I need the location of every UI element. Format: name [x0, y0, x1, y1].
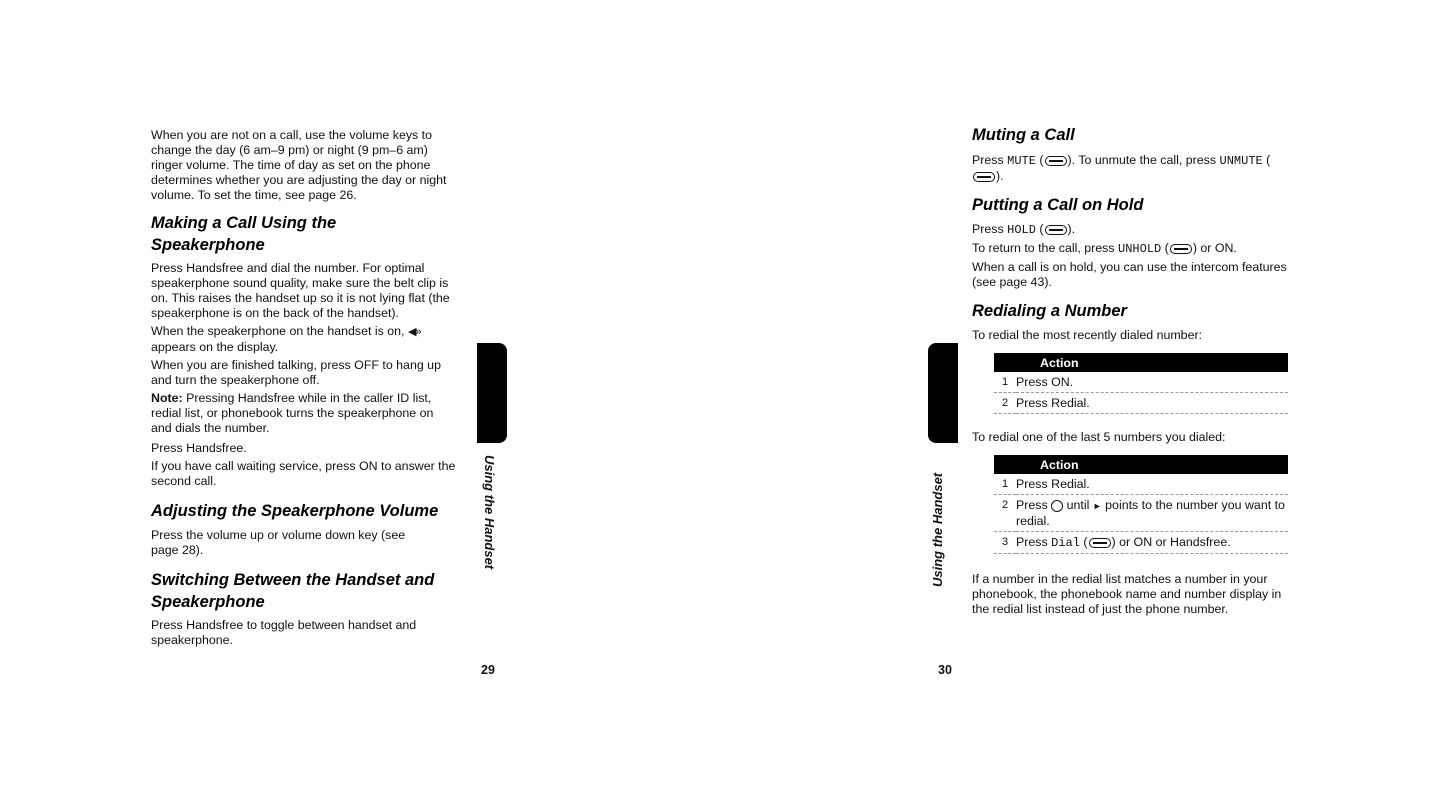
heading-redial: Redialing a Number	[972, 302, 1127, 320]
action-table-2-header: Action	[994, 455, 1288, 474]
table-row: 1 Press Redial.	[994, 474, 1288, 495]
unhold-key: UNHOLD	[1118, 242, 1162, 256]
softkey-icon	[973, 172, 995, 182]
action-table-1-header: Action	[994, 353, 1288, 372]
hold-p1: Press HOLD ( ).	[972, 222, 1076, 237]
table-row: 1 Press ON.	[994, 372, 1288, 393]
heading-hold: Putting a Call on Hold	[972, 196, 1144, 214]
muting-p1: Press MUTE ( ). To unmute the call, press UNMUTE ().	[972, 153, 1271, 183]
page-number-29: 29	[481, 663, 495, 677]
heading-making-call-line1: Making a Call Using the	[151, 214, 337, 232]
making-call-p1: Press Handsfree and dial the number. For optimal speakerphone sound quality, make sure the belt clip is on. This raises the handset up so it is not lying flat (the speakerphone is on the back of the handset).	[151, 261, 450, 320]
heading-adjusting: Adjusting the Speakerphone Volume	[151, 502, 439, 520]
softkey-icon	[1089, 538, 1111, 548]
speakerphone-icon: ◀»	[407, 326, 421, 338]
section-tab-right	[928, 343, 958, 443]
page-number-30: 30	[938, 663, 952, 677]
softkey-icon	[1045, 156, 1067, 166]
side-label-left: Using the Handset	[482, 455, 497, 570]
making-call-p2: When the speakerphone on the handset is on, ◀» appears on the display.	[151, 324, 421, 354]
heading-making-call-line2: Speakerphone	[151, 236, 265, 254]
pointer-arrow-icon: ►	[1092, 501, 1102, 511]
side-label-right: Using the Handset	[930, 472, 945, 587]
mute-key: MUTE	[1007, 154, 1036, 168]
heading-switching-line2: Speakerphone	[151, 593, 265, 611]
intro-paragraph: When you are not on a call, use the volume keys to change the day (6 am–9 pm) or night (9 pm–6 am) ringer volume. The time of day as set on the phone determines whether you are adjusting the day or night volume. To set the time, see page 26.	[151, 128, 447, 202]
dial-key: Dial	[1051, 536, 1080, 550]
action-table-1	[994, 353, 1288, 414]
hold-p3: When a call is on hold, you can use the intercom features (see page 43).	[972, 260, 1287, 289]
table-row: 2 Press Redial.	[994, 393, 1288, 414]
making-call-p4: Press Handsfree.	[151, 441, 247, 455]
nav-key-icon	[1051, 500, 1063, 512]
making-call-p5: If you have call waiting service, press ON to answer the second call.	[151, 459, 456, 488]
unmute-key: UNMUTE	[1219, 154, 1263, 168]
hold-p2: To return to the call, press UNHOLD ( ) or ON.	[972, 241, 1237, 256]
making-call-note: Note: Pressing Handsfree while in the caller ID list, redial list, or phonebook turns the speakerphone on and dials the number.	[151, 391, 434, 435]
switching-p1: Press Handsfree to toggle between handset and speakerphone.	[151, 618, 417, 647]
table-row: 3 Press Dial ( ) or ON or Handsfree.	[994, 532, 1288, 554]
redial-intro2: To redial one of the last 5 numbers you dialed:	[972, 430, 1226, 444]
softkey-icon	[1170, 244, 1192, 254]
table-row: 2 Press until ► points to the number you want to redial.	[994, 495, 1288, 532]
hold-key: HOLD	[1007, 223, 1036, 237]
redial-closing: If a number in the redial list matches a number in your phonebook, the phonebook name and number display in the redial list instead of just the phone number.	[972, 572, 1282, 616]
left-page	[151, 128, 457, 648]
adjusting-p1: Press the volume up or volume down key (see page 28).	[151, 528, 406, 557]
making-call-p3: When you are finished talking, press OFF to hang up and turn the speakerphone off.	[151, 358, 441, 387]
heading-muting: Muting a Call	[972, 126, 1075, 144]
redial-intro1: To redial the most recently dialed number:	[972, 328, 1203, 342]
heading-switching-line1: Switching Between the Handset and	[151, 571, 435, 589]
right-page	[972, 124, 1290, 617]
softkey-icon	[1045, 225, 1067, 235]
action-table-2	[994, 455, 1288, 554]
section-tab-left	[477, 343, 507, 443]
